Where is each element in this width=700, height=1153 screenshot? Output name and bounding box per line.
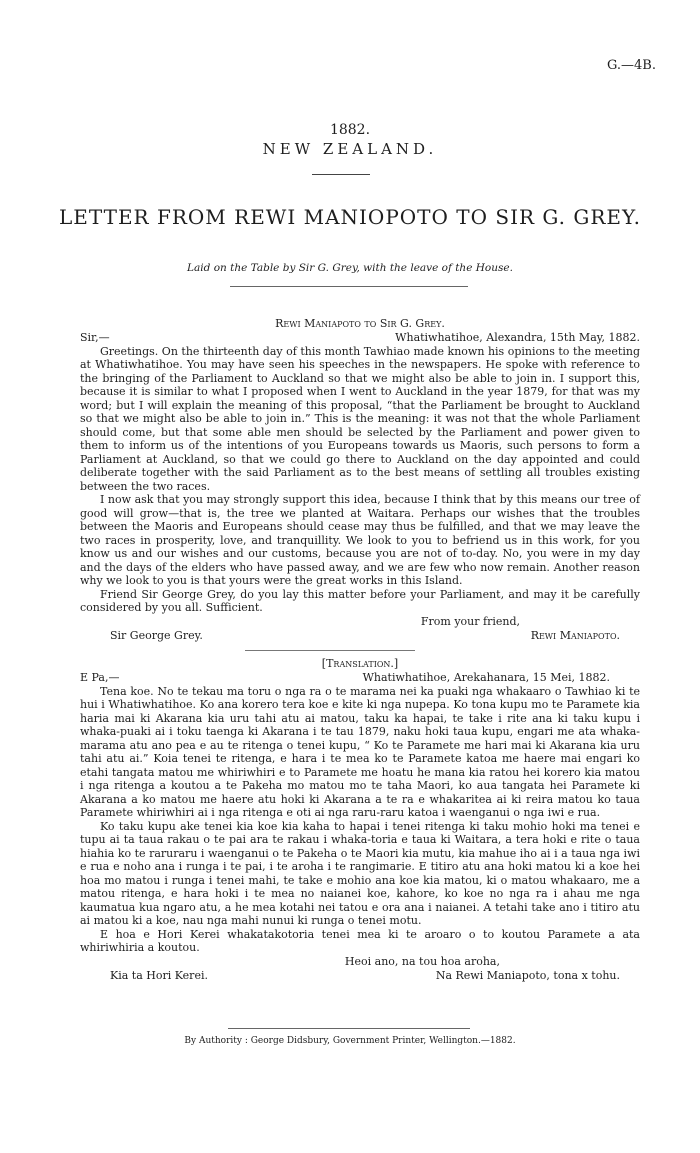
country: NEW ZEALAND. [262,140,438,158]
document-reference: G.—4B. [606,58,656,73]
divider [312,174,370,175]
paragraph: Ko taku kupu ake tenei kia koe kia kaha to hapai i tenei ritenga ki taku mohio hoki ma tenei e tupu ai ta taua rakau o te pai ara te rakau i whaka-toria e taua ki Waitara, a tera hoki e rite o taua hiahia ko te raruraru i waenganui o te Pakeha o te Maori kia mutu, kia mahue iho ai i a taua nga iwi e rua e noho ana i runga i te pai, i te aroha i te rangimarie. E titiro atu ana hoki matou ki a koe hei hoa mo matou i runga i tenei mahi, te take e mohio ana koe kia matou, ki o matou whakaaro, me a matou ritenga, e hara hoki i te mea no naianei koe, kahore, ko koe no nga ra i ahau me nga kaumatua kua ngaro atu, a he mea kotahi nei tatou e ora ana i naianei. A tetahi take ano i titiro atu ai matou ki a koe, nau nga mahi nunui ki runga o tenei motu. [80,819,640,927]
paragraph: E hoa e Hori Kerei whakatakotoria tenei mea ki te aroaro o to koutou Paramete a ata whiriwhiria a koutou. [80,927,640,954]
salutation: Sir,— [80,330,110,344]
paragraph: Friend Sir George Grey, do you lay this matter before your Parliament, and may it be carefully considered by you all. Sufficient. [80,587,640,614]
place-date: Whatiwhatihoe, Alexandra, 15th May, 1882. [395,330,640,344]
addressee: Kia ta Hori Kerei. [110,968,208,982]
paragraph: I now ask that you may strongly support this idea, because I think that by this means our tree of good will grow—that is, the tree we planted at Waitara. Perhaps our wishes that the troubles between the Maoris and Europeans should cease may thus be fulfilled, and that we may leave the two races in prosperity, love, and tranquillity. We look to you to befriend us in this work, for you know us and our wishes and our customs, because you are not of to-day. No, you were in my day and the days of the elders who have passed away, and we are few who now remain. Another reason why we look to you is that yours were the great works in this Island. [80,493,640,587]
divider [230,286,468,287]
laid-on-table-note: Laid on the Table by Sir G. Grey, with the leave of the House. [187,262,513,274]
letter-heading: Rewi Maniapoto to Sir G. Grey. [275,317,445,330]
divider [228,1028,470,1029]
paragraph: Greetings. On the thirteenth day of this month Tawhiao made known his opinions to the meeting at Whatiwhatihoe. You may have seen his speeches in the newspapers. He spoke with reference to the bringing of the Parliament to Auckland so that we might also be able to join in. I support this, because it is similar to what I proposed when I went to Auckland in the year 1879, for that was my word; but I will explain the meaning of this proposal, “that the Parliament be brought to Auckland so that we might also be able to join in.” This is the meaning: it was not that the whole Parliament should come, but that some able men should be selected by the Parliament and power given to them to inform us of the intentions of you Europeans towards us Maoris, such persons to form a Parliament at Auckland, so that we could go there to Auckland on the day appointed and could deliberate together with the said Parliament as to the best means of settling all troubles existing between the two races. [80,344,640,493]
place-date: Whatiwhatihoe, Arekahanara, 15 Mei, 1882. [362,670,610,684]
closing: From your friend, [420,614,520,628]
paragraph: Tena koe. No te tekau ma toru o nga ra o te marama nei ka puaki nga whakaaro o Tawhiao ki te hui i Whatiwhatihoe. Ko ana korero tera koe e kite ki nga nupepa. Ko tona kupu mo te Paramete kia haria mai ki Akarana kia uru tahi atu ai matou, taku ka hapai, te take i rite ana ki taku kupu i whaka-puaki ai i toku taenga ki Akarana i te tau 1879, naku hoki taua kupu, engari me ata whaka-marama atu ano pea e au te ritenga o tenei kupu, “ Ko te Paramete me hari mai ki Akarana kia uru tahi atu ai.” Koia tenei te ritenga, e hara i te mea ko te Paramete katoa me haere mai engari ko etahi tangata matou me whiriwhiri e to Paramete me hoatu he mana kia ratou hei korero kia matou i nga ritenga a koutou a te Pakeha mo matou mo te taha Maori, ko aua tangata hei Paramete ki Akarana a ko matou me haere atu hoki ki Akarana a te ra e whakaritea ai ki reira matou ko taua Paramete whiriwhiri ai i nga ritenga e oti ai nga raru-raru katoa i waenganui o nga iwi e rua. [80,684,640,819]
closing: Heoi ano, na tou hoa aroha, [344,954,500,968]
letter-translation [80,657,640,983]
translation-heading: [Translation.] [321,657,399,670]
divider [245,650,415,651]
page-title: LETTER FROM REWI MANIOPOTO TO SIR G. GREY. [59,205,641,229]
letter-english [80,317,640,643]
addressee: Sir George Grey. [110,628,203,642]
printer-imprint: By Authority : George Didsbury, Government Printer, Wellington.—1882. [184,1036,516,1046]
signature: Rewi Maniapoto. [530,628,620,642]
salutation: E Pa,— [80,670,120,684]
signature: Na Rewi Maniapoto, tona x tohu. [435,968,620,982]
year: 1882. [329,122,371,138]
